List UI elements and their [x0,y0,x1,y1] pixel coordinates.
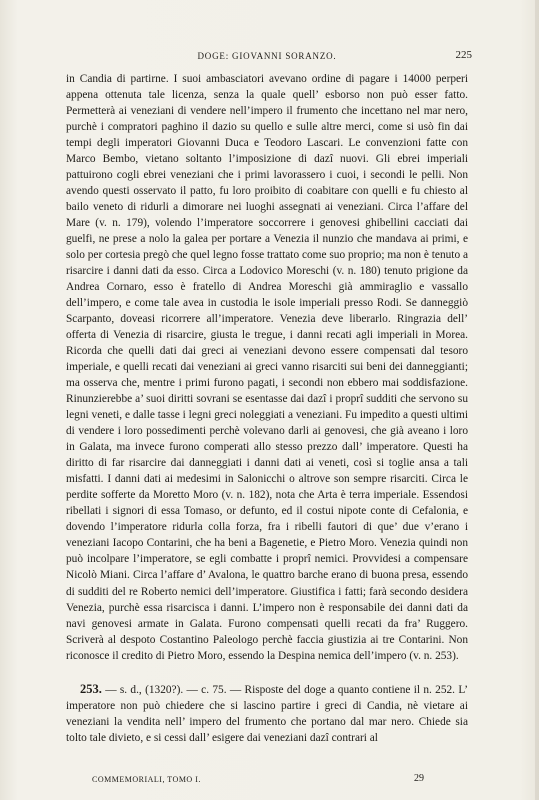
entry-number: 253. [80,681,102,696]
paragraph-continuation: in Candia di partirne. I suoi ambasciatori avevano ordine di pagare i 14000 perperi appena ottenuta tale licenza, senza la quale quell’ esborso non può esser fatto. Permetterà ai veneziani di vendere nell’impero il frumento che incettano nel mar nero, purchè i compratori paghino il dazio su quello e sulle altre merci, come si usò fin dai tempi degli imperatori Giovanni Duca e Teodoro Lascari. Le convenzioni fatte con Marco Bembo, vietano soltanto l’imposizione di dazî nuovi. Gli ebrei imperiali pattuirono cogli ebrei veneziani che i primi lavorassero i cuoi, i secondi le pelli. Non avendo questi osservato il patto, fu loro proibito di coabitare con quelli e fu chiesto al bailo veneto di ridurli a dimorare nei luoghi assegnati ai veneziani. Circa l’affare del Mare (v. n. 179), volendo l’imperatore soccorrere i genovesi ghibellini cacciati dai guelfi, ne prese a nolo la galea per portare a Venezia il nunzio che mandava ai primi, e solo per cortesia pregò che quel legno fosse trattato come suo proprio; ma non è tenuto a risarcire i danni dati da esso. Circa a Lodovico Moreschi (v. n. 180) tenuto prigione da Andrea Cornaro, esso è fratello di Andrea Moreschi già ammiraglio e vassallo dell’impero, e come tale avea in custodia le isole imperiali presso Rodi. Se danneggiò Scarpanto, doveasi ricorrere all’imperatore. Venezia deve liberarlo. Ringrazia dell’ offerta di Venezia di risarcire, giusta le tregue, i danni recati agli imperiali in Morea. Ricorda che quelli dati dai greci ai veneziani devono essere compensati dal tesoro imperiale, e quelli recati dai veneziani ai greci vanno risarciti sui beni dei danneggianti; ma osserva che, mentre i primi furono pagati, i secondi non ebbero mai soddisfazione. Rinunzierebbe a’ suoi diritti sovrani se esentasse dai dazî i proprî sudditi che servono su legni veneti, e dalle tasse i legni greci noleggiati a veneziani. Fu impedito a questi ultimi di vendere i loro possedimenti perchè volevano darli ai genovesi, che già aveano i loro in Galata, ma invece furono comperati allo stesso prezzo dall’ imperatore. Questi ha diritto di far risarcire dai danneggiati i danni dati ai veneti, così si toglie ansa a tali misfatti. I danni dati ai medesimi in Salonicchi o altrove son sempre risarciti. Circa le perdite sofferte da Moretto Moro (v. n. 182), nota che Arta è terra imperiale. Essendosi ribellati i signori di essa Tomaso, or defunto, ed il costui nipote conte di Cefalonia, e dovendo l’imperatore ridurla colla forza, fra i ribelli fautori di que’ due v’erano i veneziani Iacopo Contarini, che ha beni a Bagenetie, e Pietro Moro. Venezia quindi non può incolpare l’imperatore, se egli combatte i proprî nemici. Provvidesi a compensare Nicolò Miani. Circa l’affare d’ Avalona, le quattro barche erano di buona presa, essendo di sudditi del re Roberto nemici dell’imperatore. Giustifica i fatti; farà secondo desidera Venezia, purchè essa risarcisca i danni. L’impero non è responsabile dei danni dati da navi genovesi armate in Galata. Furono compensati quelli recati da fra’ Ruggero. Scriverà al despoto Costantino Paleologo perchè faccia giustizia ai tre Contarini. Non riconosce il credito di Pietro Moro, essendo la Despina nemica dell’impero (v. n. 253). [66,73,468,662]
footer-signature: COMMEMORIALI, TOMO I. [92,775,201,784]
footer-sheet-number: 29 [414,773,424,784]
page-number: 225 [455,49,472,61]
main-text [66,71,468,746]
page-edge-shadow [535,0,539,800]
entry-text: — s. d., (1320?). — c. 75. — Risposte del doge a quanto contiene il n. 252. L’ imperatore non può chiedere che si lascino partire i greci di Candia, nè vietare ai veneziani la vendita nell’ impero del frumento che portano dal mar nero. Chiede sia tolto tale divieto, e si cessi dall’ esigere dai veneziani dazî contrari al [66,683,468,744]
entry-253 [66,681,468,746]
page-footer [92,773,424,789]
running-head [66,48,472,64]
running-title: DOGE: GIOVANNI SORANZO. [197,51,337,61]
